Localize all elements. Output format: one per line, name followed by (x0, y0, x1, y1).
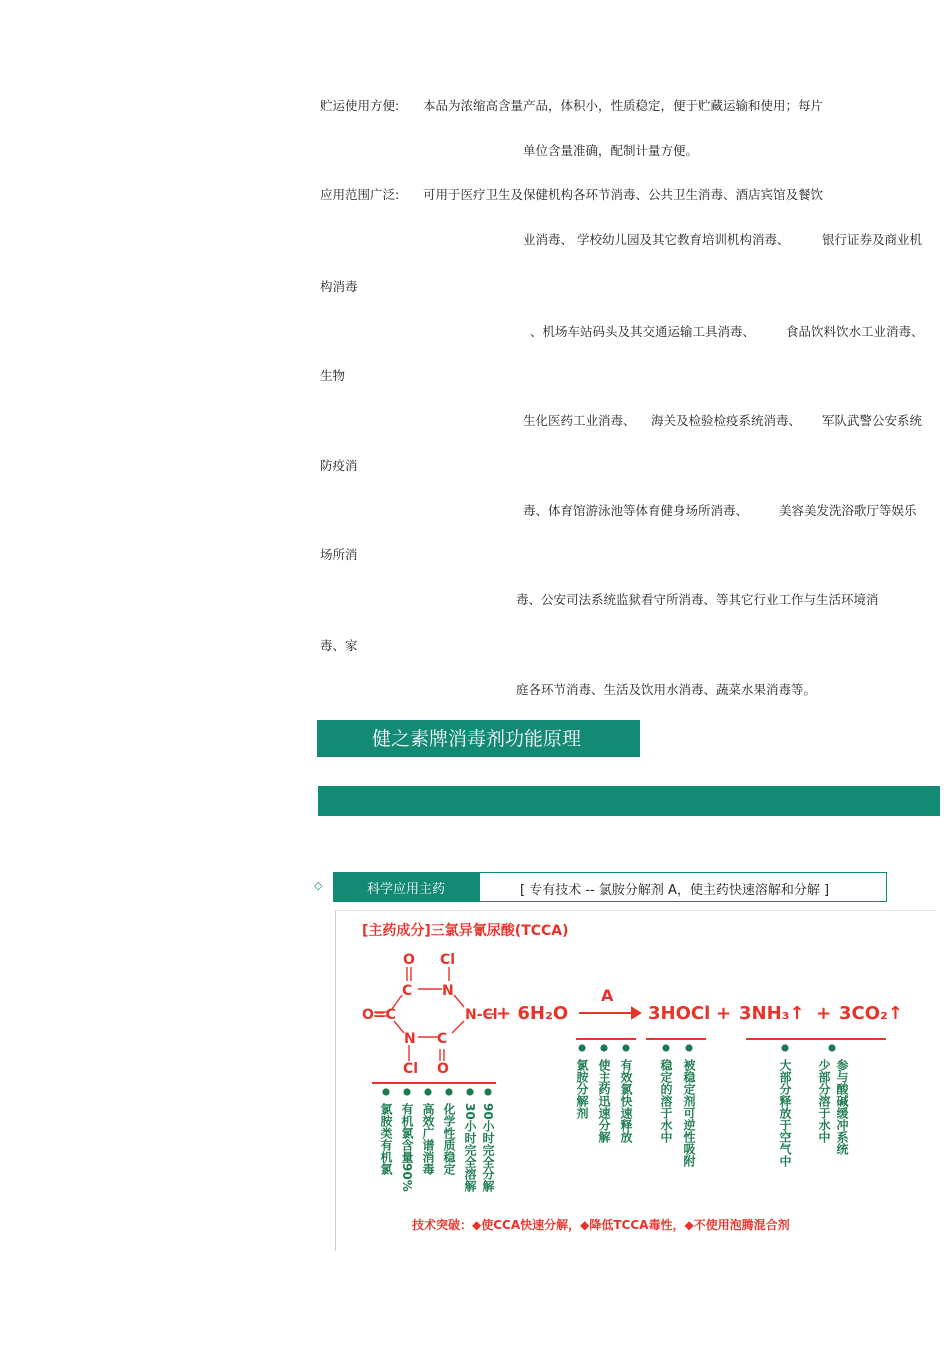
plus-sign: + (716, 1003, 732, 1024)
arrow-label: A (601, 986, 614, 1005)
note-a: 有效氯快速释放 (619, 1059, 633, 1143)
scope-line: 生物 (320, 368, 346, 383)
storage-line-1: 本品为浓缩高含量产品，体积小，性质稳定，便于贮藏运输和使用；每片 (423, 98, 824, 113)
atom-cl: Cl (403, 1061, 419, 1077)
scope-line: 毒、家 (320, 638, 358, 653)
scope-line: 、机场车站码头及其交通运输工具消毒、 (530, 324, 756, 339)
atom-c: C (437, 1031, 448, 1047)
note-tcca: 高效广谱消毒 (421, 1103, 435, 1175)
atom-n: N-Cl (465, 1007, 498, 1023)
scope-line: 食品饮料饮水工业消毒、 (786, 324, 924, 339)
scope-line: 生化医药工业消毒、 (523, 413, 636, 428)
scope-line: 军队武警公安系统 (822, 413, 923, 428)
atom-n: N (442, 983, 454, 999)
note-co2: 少部分溶于水中 (817, 1059, 831, 1143)
note-tcca: 有机氯含量90% (400, 1103, 414, 1192)
tab-description: [ 专有技术 -- 氯胺分解剂 A，使主药快速溶解和分解 ] (479, 872, 887, 902)
note-co2: 参与酸碱缓冲系统 (835, 1059, 849, 1155)
reaction-diagram (335, 910, 936, 1251)
note-hocl: 稳定的溶于水中 (659, 1059, 673, 1143)
section-divider-bar (318, 786, 940, 816)
note-hocl: 被稳定剂可逆性吸附 (682, 1059, 696, 1167)
atom-oc: O=C (362, 1007, 396, 1023)
note-tcca: 90小时完全分解 (481, 1103, 495, 1192)
note-nh3: 大部分释放于空气中 (778, 1059, 792, 1167)
note-a: 氯胺分解剂 (575, 1059, 589, 1119)
scope-line: 毒、公安司法系统监狱看守所消毒、等其它行业工作与生活环境消 (516, 592, 879, 607)
product-co2: 3CO₂↑ (839, 1003, 904, 1024)
product-hocl: 3HOCl (648, 1003, 711, 1024)
scope-line: 可用于医疗卫生及保健机构各环节消毒、公共卫生消毒、酒店宾馆及餐饮 (423, 187, 824, 202)
scope-line: 美容美发洗浴歌厅等娱乐 (779, 503, 917, 518)
atom-o: O (437, 1061, 449, 1077)
atom-n: N (404, 1031, 416, 1047)
scope-line: 构消毒 (320, 279, 358, 294)
storage-label: 贮运使用方便: (320, 98, 400, 113)
scope-line: 海关及检验检疫系统消毒、 (651, 413, 802, 428)
scope-line: 庭各环节消毒、生活及饮用水消毒、蔬菜水果消毒等。 (516, 682, 817, 697)
scope-line: 防疫消 (320, 458, 358, 473)
note-tcca: 30小时完全溶解 (463, 1103, 477, 1192)
scope-label: 应用范围广泛: (320, 187, 400, 202)
scope-line: 银行证券及商业机 (822, 232, 923, 247)
tab-label: 科学应用主药 (333, 872, 479, 902)
atom-cl: Cl (440, 952, 456, 968)
section-title: 健之素牌消毒剂功能原理 (372, 728, 582, 750)
atom-o: O (403, 952, 415, 968)
plus-sign: + (816, 1003, 832, 1024)
scope-line: 业消毒、 学校幼儿园及其它教育培训机构消毒、 (523, 232, 790, 247)
reaction-arrow-icon (579, 1008, 640, 1018)
water-term: + 6H₂O (496, 1003, 569, 1024)
diagram-heading: [主药成分]三氯异氰尿酸(TCCA) (362, 923, 569, 939)
scope-line: 场所消 (320, 547, 358, 562)
section-title-banner (317, 720, 640, 757)
note-tcca: 氯胺类有机氯 (379, 1103, 393, 1175)
tech-breakthrough: 技术突破：◆使CCA快速分解，◆降低TCCA毒性，◆不使用泡腾混合剂 (412, 1218, 790, 1232)
diamond-bullet-icon: ◇ (314, 879, 323, 892)
note-a: 使主药迅速分解 (597, 1059, 611, 1143)
scope-line: 毒、体育馆游泳池等体育健身场所消毒、 (523, 503, 749, 518)
storage-line-2: 单位含量准确，配制计量方便。 (523, 143, 699, 158)
product-nh3: 3NH₃↑ (739, 1003, 805, 1024)
note-tcca: 化学性质稳定 (442, 1103, 456, 1175)
atom-c: C (402, 983, 413, 999)
